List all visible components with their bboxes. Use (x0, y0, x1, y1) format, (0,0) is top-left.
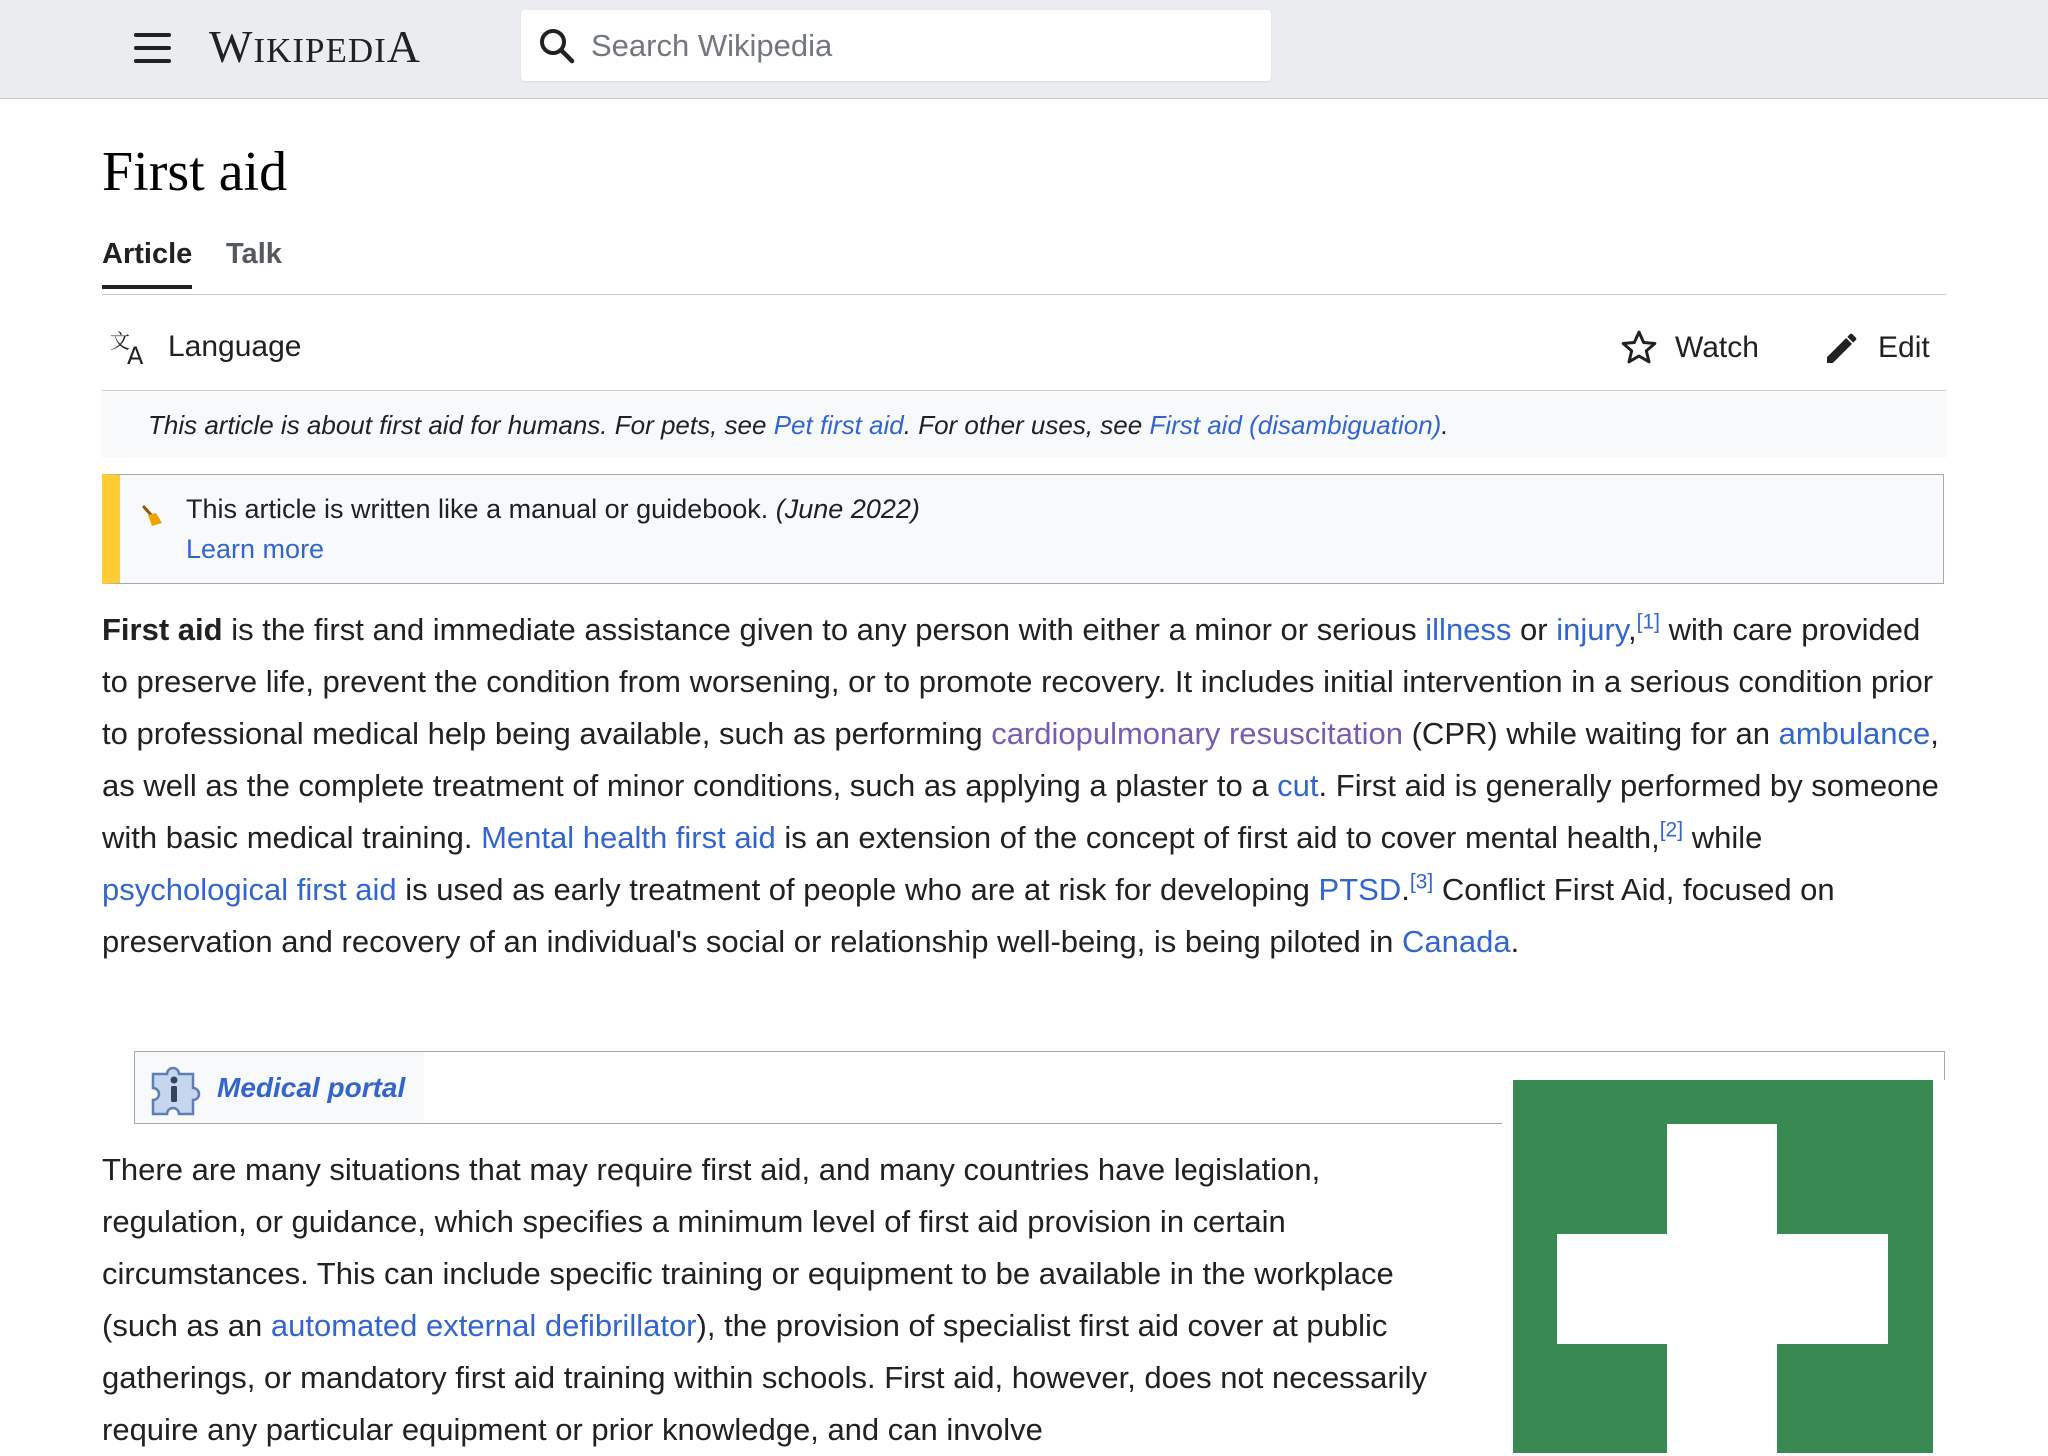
reference-1[interactable]: [1] (1636, 610, 1660, 634)
aed-link[interactable]: automated external defibrillator (270, 1308, 697, 1343)
search-box[interactable] (521, 10, 1271, 81)
tab-article[interactable]: Article (102, 238, 192, 289)
learn-more-link[interactable]: Learn more (186, 534, 325, 564)
language-icon (110, 328, 152, 366)
reference-3[interactable]: [3] (1409, 870, 1434, 894)
ambulance-link[interactable]: ambulance (1778, 716, 1931, 751)
intro-paragraph: First aid is the first and immediate assistance given to any person with either a minor or serious illness or injury,[1] with care provided to preserve life, prevent the condition from worsening, or to promote recovery. It includes initial intervention in a serious condition prior to professional medical help being available, such as performing cardiopulmonary resuscitation (CPR) while waiting for an ambulance, as well as the complete treatment of minor conditions, such as applying a plaster to a cut. First aid is generally performed by someone with basic medical training. Mental health first aid is an extension of the concept of first aid to cover mental health,[2] while psychological first aid is used as early treatment of people who are at risk for developing PTSD.[3] Conflict First Aid, focused on preservation and recovery of an individual's social or relationship well-being, is being piloted in Canada. (102, 610, 1939, 959)
first-aid-symbol (1513, 1080, 1933, 1453)
injury-link[interactable]: injury (1556, 612, 1629, 647)
svg-text:A: A (127, 342, 144, 366)
svg-text:文: 文 (110, 329, 130, 353)
medical-portal-link[interactable] (135, 1052, 424, 1123)
canada-link[interactable]: Canada (1402, 924, 1511, 959)
reference-2[interactable]: [2] (1659, 818, 1684, 842)
watch-button[interactable] (1619, 328, 1759, 368)
pencil-icon (1822, 328, 1862, 368)
language-button[interactable] (110, 328, 301, 366)
mental-health-first-aid-link[interactable]: Mental health first aid (481, 820, 776, 855)
hamburger-menu-icon[interactable] (126, 24, 180, 74)
search-icon (539, 28, 575, 64)
puzzle-info-icon (145, 1060, 207, 1116)
disambiguation-link[interactable]: First aid (disambiguation) (1149, 410, 1442, 440)
psychological-first-aid-link[interactable]: psychological first aid (102, 872, 397, 907)
tab-talk[interactable]: Talk (226, 238, 282, 270)
search-input[interactable] (589, 22, 1253, 70)
cross-horizontal-bar (1557, 1234, 1888, 1344)
notice-date: (June 2022) (775, 494, 920, 524)
edit-button[interactable] (1822, 328, 1930, 368)
ptsd-link[interactable]: PTSD (1318, 872, 1402, 907)
wikipedia-logo[interactable]: WIKIPEDIA (209, 21, 422, 72)
header-bar (0, 0, 2048, 99)
hatnote: This article is about first aid for humans. For pets, see Pet first aid. For other uses, see First aid (disambiguation). (102, 392, 1946, 458)
star-icon (1619, 328, 1659, 368)
illness-link[interactable]: illness (1425, 612, 1512, 647)
manual-style-notice (102, 474, 1944, 584)
page-title: First aid (102, 141, 288, 203)
notice-text: This article is written like a manual or guidebook. (186, 494, 776, 524)
namespace-tabs (102, 238, 1946, 295)
language-label: Language (168, 330, 302, 363)
pet-first-aid-link[interactable]: Pet first aid (773, 410, 904, 440)
page-actions-bar (102, 320, 1946, 391)
infobox-image[interactable] (1502, 1080, 1946, 1453)
second-paragraph: There are many situations that may require first aid, and many countries have legislation, regulation, or guidance, which specifies a minimum level of first aid provision in certain circumstances. This can include specific training or equipment to be available in the workplace (such as an automated external defibrillator), the provision of specialist first aid cover at public gatherings, or mandatory first aid training within schools. First aid, however, does not necessarily require any particular equipment or prior knowledge, and can involve (102, 1152, 1428, 1447)
cut-link[interactable]: cut (1277, 768, 1319, 803)
broom-icon (140, 505, 164, 527)
edit-label: Edit (1878, 331, 1930, 364)
medical-portal-label: Medical portal (217, 1071, 406, 1103)
watch-label: Watch (1675, 331, 1759, 364)
cpr-link[interactable]: cardiopulmonary resuscitation (991, 716, 1403, 751)
